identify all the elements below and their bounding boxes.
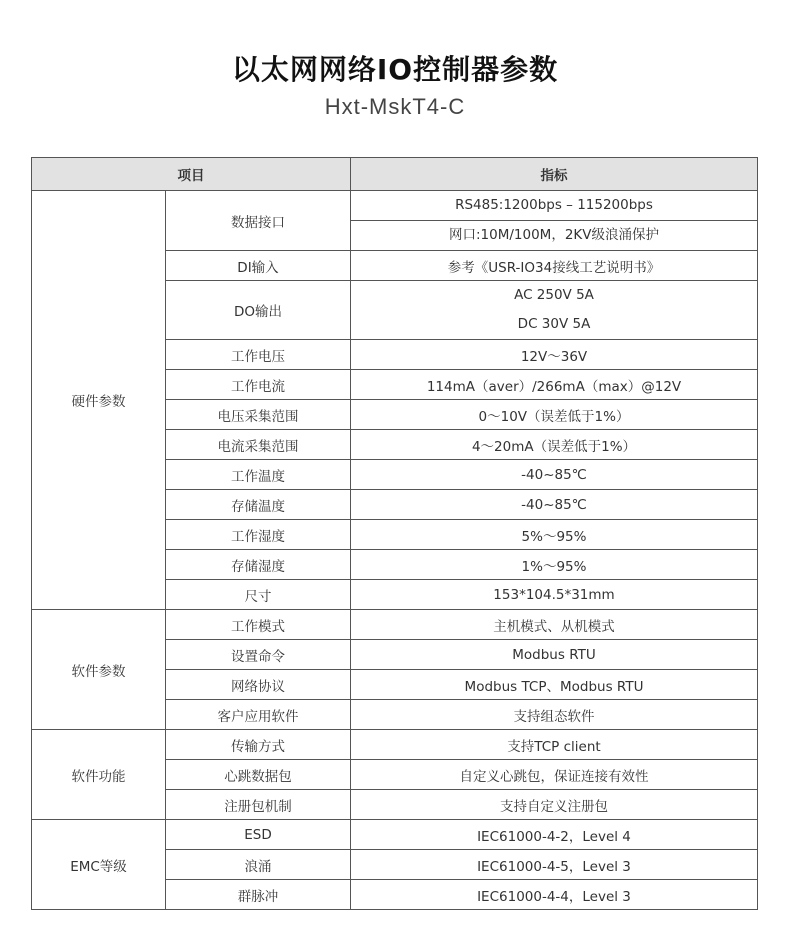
row-label: 浪涌: [166, 850, 351, 880]
row-value: 支持自定义注册包: [351, 790, 758, 820]
row-label: 客户应用软件: [166, 700, 351, 730]
row-value: 0～10V（误差低于1%）: [351, 400, 758, 430]
row-label: 工作模式: [166, 610, 351, 640]
row-label: 电流采集范围: [166, 430, 351, 460]
row-label: 群脉冲: [166, 880, 351, 910]
row-value: 参考《USR-IO34接线工艺说明书》: [351, 251, 758, 281]
group-label-hardware: 硬件参数: [32, 191, 166, 610]
page-title: 以太网网络IO控制器参数: [231, 53, 559, 86]
value-line: DC 30V 5A: [517, 316, 591, 332]
row-label: ESD: [166, 820, 351, 850]
table-row: [32, 820, 758, 850]
row-value: IEC61000-4-2，Level 4: [351, 820, 758, 850]
row-label: 尺寸: [166, 580, 351, 610]
row-label: DI输入: [166, 251, 351, 281]
row-value: 1%～95%: [351, 550, 758, 580]
row-label: 工作电压: [166, 340, 351, 370]
row-value: Modbus TCP、Modbus RTU: [351, 670, 758, 700]
row-label: 数据接口: [166, 191, 351, 251]
row-label: 设置命令: [166, 640, 351, 670]
row-value: 12V～36V: [351, 340, 758, 370]
group-label-emc: EMC等级: [32, 820, 166, 910]
row-value: 主机模式、从机模式: [351, 610, 758, 640]
row-value: 支持TCP client: [351, 730, 758, 760]
value-line: AC 250V 5A: [514, 287, 594, 303]
row-label: 传输方式: [166, 730, 351, 760]
row-label: 心跳数据包: [166, 760, 351, 790]
row-label: 工作电流: [166, 370, 351, 400]
row-label: 工作湿度: [166, 520, 351, 550]
value-line: RS485:1200bps – 115200bps: [351, 191, 757, 221]
row-label: 注册包机制: [166, 790, 351, 820]
spec-table: [31, 157, 758, 910]
row-value: 4～20mA（误差低于1%）: [351, 430, 758, 460]
row-value: 153*104.5*31mm: [351, 580, 758, 610]
table-row: [32, 191, 758, 251]
model-subtitle: Hxt-MskT4-C: [324, 94, 466, 119]
row-value: -40~85℃: [351, 460, 758, 490]
group-label-software-params: 软件参数: [32, 610, 166, 730]
row-value: 自定义心跳包，保证连接有效性: [351, 760, 758, 790]
row-label: 存储湿度: [166, 550, 351, 580]
table-row: [32, 730, 758, 760]
row-value: [351, 191, 758, 251]
row-value: 5%～95%: [351, 520, 758, 550]
row-value: [351, 281, 758, 340]
header-spec: 指标: [351, 158, 758, 191]
row-label: DO输出: [166, 281, 351, 340]
row-label: 存储温度: [166, 490, 351, 520]
row-label: 电压采集范围: [166, 400, 351, 430]
row-value: 支持组态软件: [351, 700, 758, 730]
row-value: 114mA（aver）/266mA（max）@12V: [351, 370, 758, 400]
row-value: IEC61000-4-5，Level 3: [351, 850, 758, 880]
row-label: 网络协议: [166, 670, 351, 700]
header-item: 项目: [32, 158, 351, 191]
row-label: 工作温度: [166, 460, 351, 490]
group-label-software-features: 软件功能: [32, 730, 166, 820]
table-row: [32, 610, 758, 640]
table-header-row: [32, 158, 758, 191]
row-value: -40~85℃: [351, 490, 758, 520]
row-value: Modbus RTU: [351, 640, 758, 670]
row-value: IEC61000-4-4，Level 3: [351, 880, 758, 910]
value-line: 网口:10M/100M，2KV级浪涌保护: [448, 227, 659, 243]
